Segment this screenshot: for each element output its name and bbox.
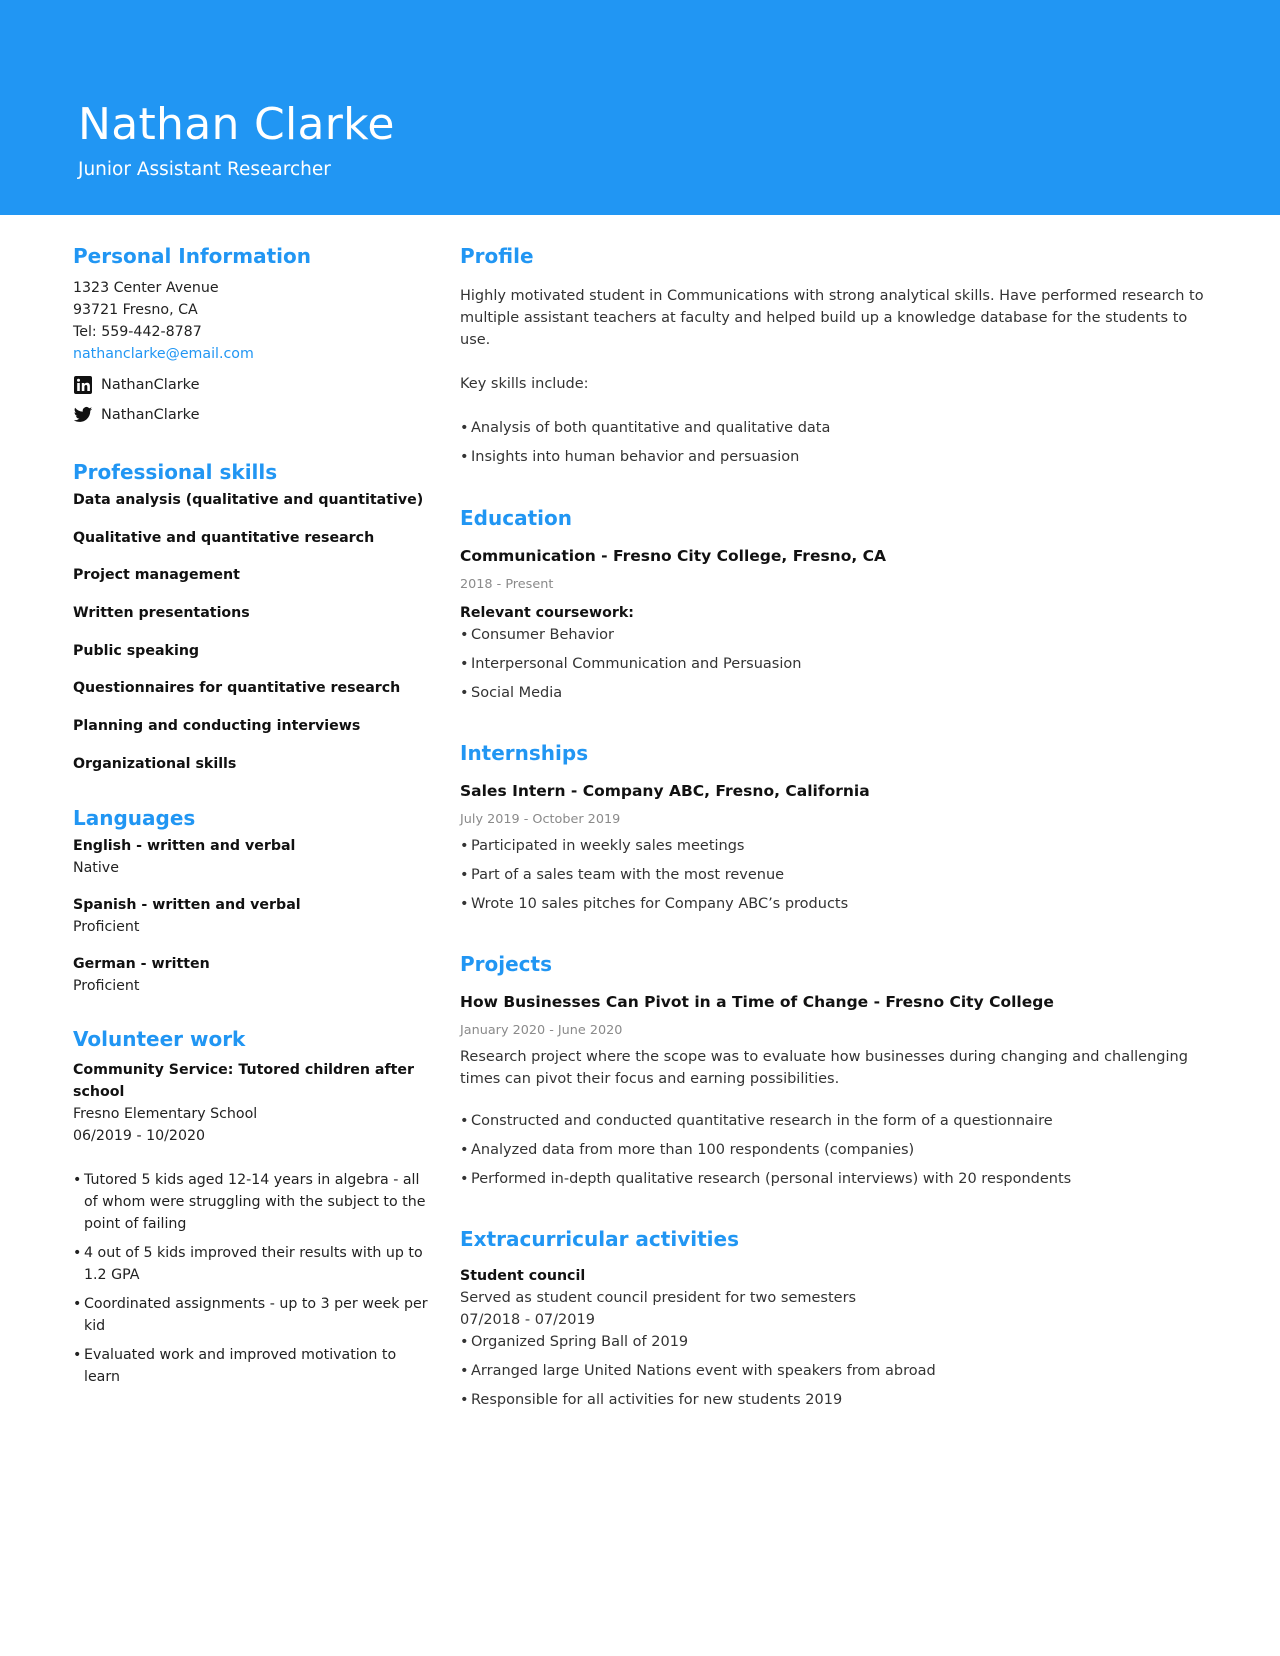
right-column (460, 240, 1210, 1418)
twitter-link[interactable] (73, 400, 428, 430)
project-title: How Businesses Can Pivot in a Time of Change - Fresno City College (460, 993, 1054, 1011)
section-title: Languages (73, 805, 196, 830)
linkedin-handle: NathanClarke (101, 377, 200, 393)
projects-section (460, 948, 1210, 1190)
section-title: Education (460, 506, 572, 530)
list-item: • Analyzed data from more than 100 respondents (companies) (460, 1139, 1210, 1161)
list-item: • Constructed and conducted quantitative research in the form of a questionnaire (460, 1110, 1210, 1132)
list-item: • Arranged large United Nations event with speakers from abroad (460, 1360, 1210, 1382)
list-item: • Coordinated assignments - up to 3 per week per kid (73, 1293, 428, 1337)
list-item: • Analysis of both quantitative and qualitative data (460, 417, 1210, 439)
language-level: Proficient (73, 918, 140, 935)
skill-item: Public speaking (73, 642, 200, 659)
project-description: Research project where the scope was to evaluate how businesses during changing and challenging times can pivot their focus and earning possibilities. (460, 1049, 1188, 1087)
linkedin-icon (73, 375, 93, 395)
section-title: Volunteer work (73, 1026, 246, 1051)
volunteer-role-continued: school (73, 1083, 125, 1100)
skill-item: Project management (73, 567, 240, 584)
profile-section (460, 240, 1210, 468)
volunteer-work-section (73, 1023, 428, 1388)
key-skills-list (460, 417, 1210, 468)
twitter-handle: NathanClarke (101, 407, 200, 423)
section-title: Extracurricular activities (460, 1227, 739, 1251)
volunteer-bullets (73, 1169, 428, 1388)
profile-summary: Highly motivated student in Communications with strong analytical skills. Have performed research to multiple assistant teachers at faculty and helped build up a knowledge database for the students to use. (460, 288, 1204, 348)
list-item: • Consumer Behavior (460, 624, 1210, 646)
coursework-label: Relevant coursework: (460, 605, 634, 621)
section-title: Projects (460, 952, 553, 976)
extracurricular-section (460, 1223, 1210, 1411)
list-item: • Social Media (460, 682, 1210, 704)
job-title: Junior Assistant Researcher (78, 159, 331, 180)
address-line-1: 1323 Center Avenue (73, 280, 219, 296)
list-item: • Organized Spring Ball of 2019 (460, 1331, 1210, 1353)
list-item: • Interpersonal Communication and Persuasion (460, 653, 1210, 675)
list-item: • Responsible for all activities for new students 2019 (460, 1389, 1210, 1411)
header-banner (0, 0, 1280, 215)
email-link[interactable]: nathanclarke@email.com (73, 346, 254, 362)
language-level: Native (73, 859, 119, 876)
education-dates: 2018 - Present (460, 577, 554, 592)
skill-item: Qualitative and quantitative research (73, 529, 375, 546)
linkedin-link[interactable] (73, 370, 428, 400)
left-column (73, 240, 428, 1395)
project-dates: January 2020 - June 2020 (460, 1023, 623, 1038)
volunteer-role: Community Service: Tutored children after (73, 1061, 415, 1078)
activity-dates: 07/2018 - 07/2019 (460, 1312, 595, 1328)
address-line-2: 93721 Fresno, CA (73, 302, 198, 318)
project-bullets (460, 1110, 1210, 1190)
language-item (73, 835, 428, 879)
twitter-icon (73, 405, 93, 425)
internship-position: Sales Intern - Company ABC, Fresno, California (460, 782, 870, 800)
language-level: Proficient (73, 977, 140, 994)
section-title: Personal Information (73, 244, 311, 268)
activity-name: Student council (460, 1268, 586, 1284)
list-item: • Part of a sales team with the most revenue (460, 864, 1210, 886)
internship-dates: July 2019 - October 2019 (460, 812, 621, 827)
language-name: English - written and verbal (73, 837, 296, 854)
candidate-name: Nathan Clarke (78, 99, 395, 150)
list-item: • Participated in weekly sales meetings (460, 835, 1210, 857)
internship-bullets (460, 835, 1210, 915)
professional-skills-section (73, 456, 428, 775)
languages-section (73, 802, 428, 997)
skill-item: Written presentations (73, 605, 250, 622)
education-section (460, 502, 1210, 704)
section-title: Profile (460, 244, 534, 268)
activity-bullets (460, 1331, 1210, 1411)
list-item: • Tutored 5 kids aged 12-14 years in algebra - all of whom were struggling with the subject to the point of failing (73, 1169, 428, 1235)
degree-title: Communication - Fresno City College, Fresno, CA (460, 547, 887, 565)
list-item: • Evaluated work and improved motivation to learn (73, 1344, 428, 1388)
section-title: Professional skills (73, 460, 278, 484)
language-item (73, 894, 428, 938)
skill-item: Organizational skills (73, 755, 237, 772)
list-item: • Insights into human behavior and persuasion (460, 446, 1210, 468)
activity-description: Served as student council president for two semesters (460, 1290, 857, 1306)
section-title: Internships (460, 741, 589, 765)
language-item (73, 953, 428, 997)
skill-item: Data analysis (qualitative and quantitative) (73, 492, 424, 508)
personal-information-section (73, 240, 428, 430)
key-skills-label: Key skills include: (460, 376, 589, 392)
list-item: • 4 out of 5 kids improved their results with up to 1.2 GPA (73, 1242, 428, 1286)
language-name: German - written (73, 955, 210, 972)
skill-item: Questionnaires for quantitative research (73, 680, 401, 697)
list-item: • Wrote 10 sales pitches for Company ABC’s products (460, 893, 1210, 915)
list-item: • Performed in-depth qualitative research (personal interviews) with 20 respondents (460, 1168, 1210, 1190)
coursework-list (460, 624, 1210, 704)
volunteer-dates: 06/2019 - 10/2020 (73, 1127, 206, 1144)
skill-item: Planning and conducting interviews (73, 718, 361, 735)
volunteer-organization: Fresno Elementary School (73, 1105, 258, 1122)
internships-section (460, 737, 1210, 915)
phone: Tel: 559-442-8787 (73, 324, 202, 340)
language-name: Spanish - written and verbal (73, 896, 301, 913)
